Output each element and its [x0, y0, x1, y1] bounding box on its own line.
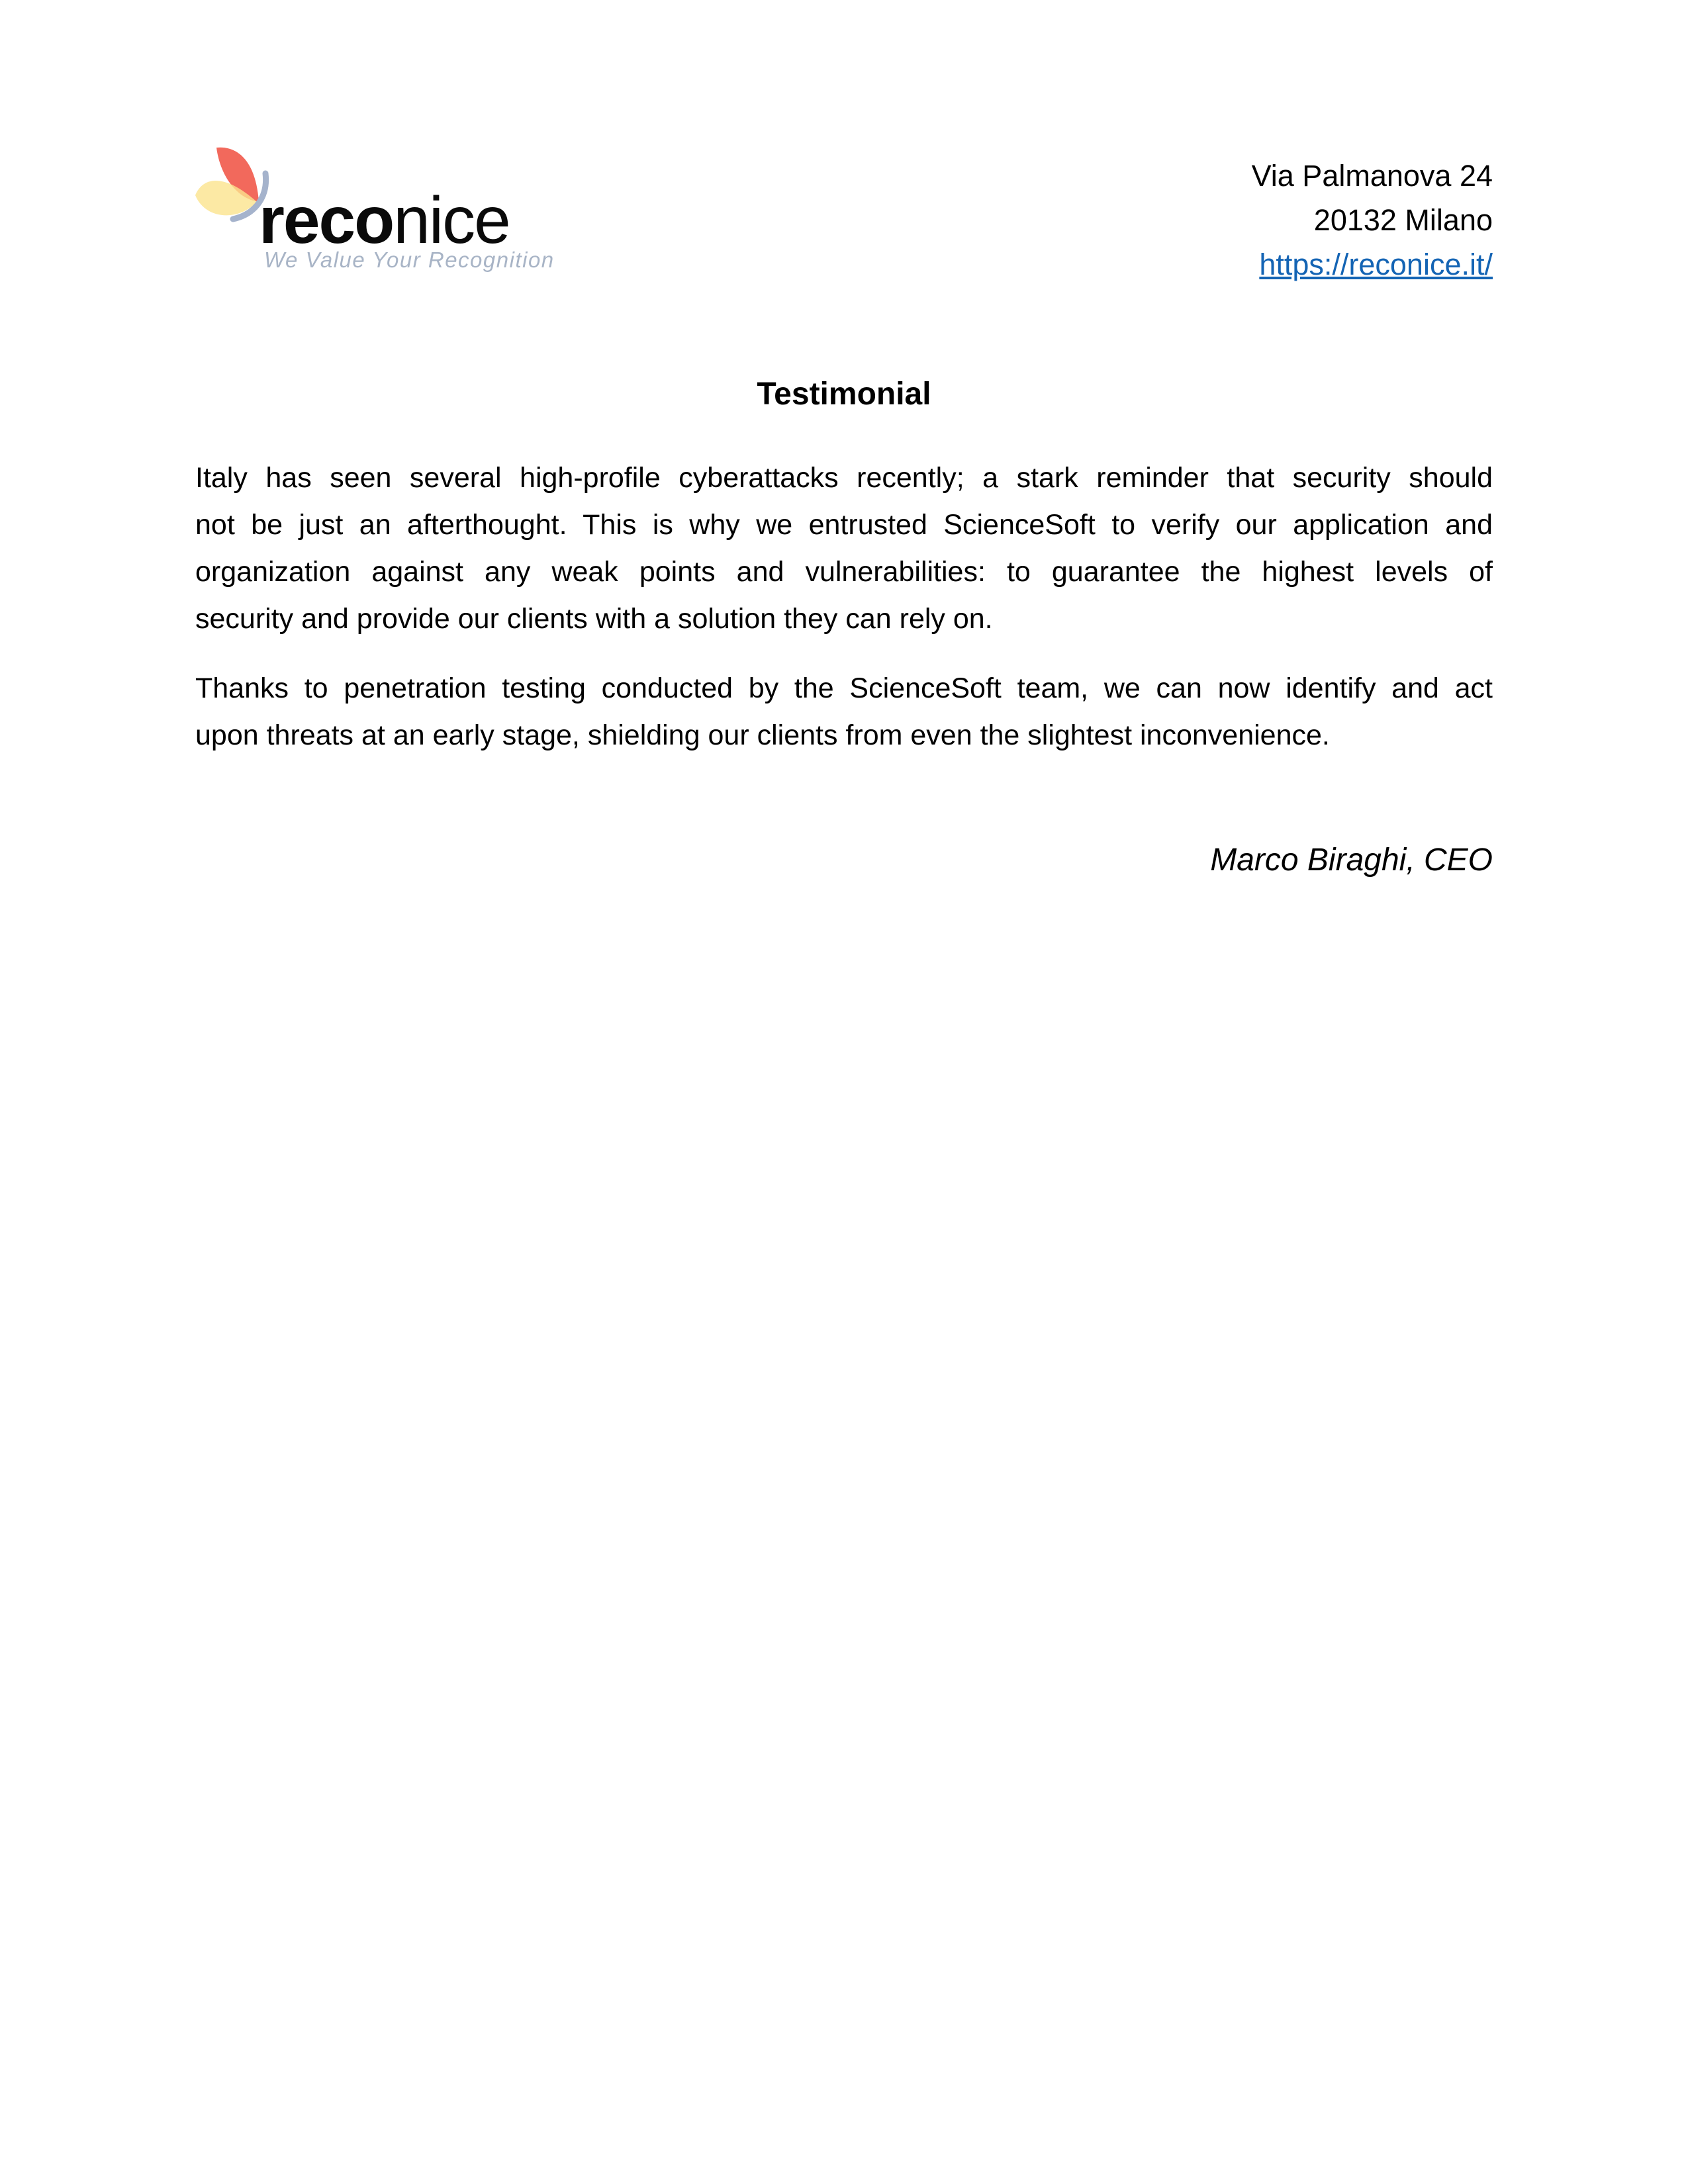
paragraph-1 [195, 455, 1493, 643]
paragraph-line: upon threats at an early stage, shielding our clients from even the slightest inconvenience. [195, 719, 1330, 751]
brand-wordmark-bold: reco [259, 183, 394, 257]
website-link[interactable]: https://reconice.it/ [1259, 248, 1493, 281]
address-line-city: 20132 Milano [1313, 203, 1493, 237]
paragraph-line: Italy has seen several high-profile cyberattacks recently; a stark reminder that security should [195, 462, 1493, 494]
brand-wordmark-light: nice [393, 183, 510, 257]
address-line-street: Via Palmanova 24 [1251, 159, 1493, 193]
signature-line: Marco Biraghi, CEO [1210, 842, 1493, 878]
page-title: Testimonial [757, 377, 931, 412]
letter-body [195, 0, 1493, 2184]
paragraph-line: not be just an afterthought. This is why we entrusted ScienceSoft to verify our application and [195, 509, 1493, 541]
brand-tagline: We Value Your Recognition [264, 248, 555, 272]
paragraph-2 [195, 665, 1493, 759]
paragraph-line: security and provide our clients with a solution they can rely on. [195, 603, 993, 635]
paragraph-line: organization against any weak points and vulnerabilities: to guarantee the highest levels of [195, 556, 1493, 588]
paragraph-line: Thanks to penetration testing conducted by the ScienceSoft team, we can now identify and act [195, 672, 1493, 704]
